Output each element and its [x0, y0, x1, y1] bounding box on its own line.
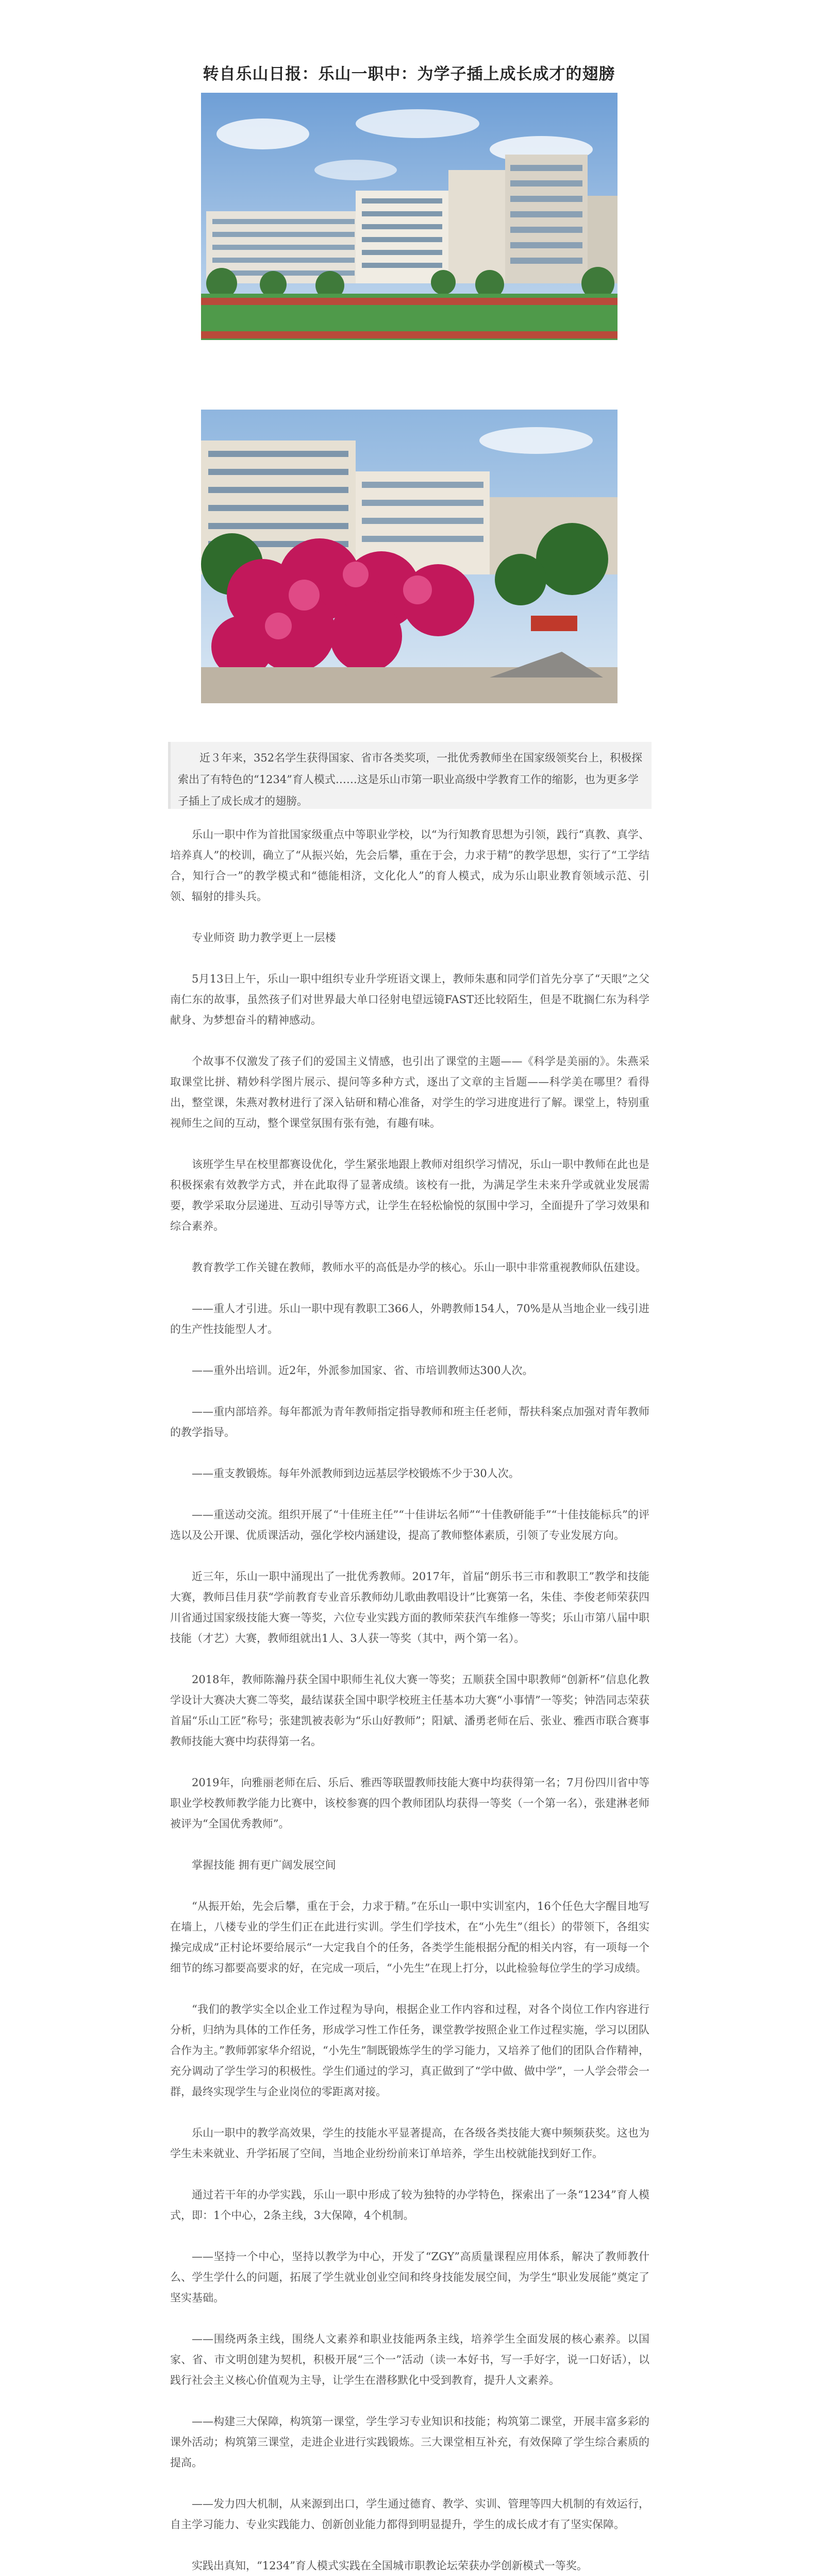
campus-flowers-photo	[201, 410, 617, 703]
paragraph: “从振开始，先会后攀，重在于会，力求于精。”在乐山一职中实训室内，16个任色大字醒目地写在墙上，八楼专业的学生们正在此进行实训。学生们学技术，在“小先生”（组长）的带领下，各组实操完成成”正村论坏要给展示“一大定我自个的任务，各类学生能根据分配的相关内容，有一项每一个细节的练习都要高要求的好，在完成一项后，“小先生”在现上打分，以此检验每位学生的学习成绩。	[170, 1900, 649, 1974]
paragraph: 教育教学工作关键在教师，教师水平的高低是办学的核心。乐山一职中非常重视教师队伍建设。	[192, 1261, 646, 1274]
paragraph: ——重送动交流。组织开展了“十佳班主任”“十佳讲坛名师”“十佳教研能手”“十佳技能标兵”的评选以及公开课、优质课活动，强化学校内涵建设，提高了教师整体素质，引领了专业发展方向。	[170, 1509, 649, 1541]
paragraph: 2019年，向雅丽老师在后、乐后、雅西等联盟教师技能大赛中均获得第一名；7月份四川省中等职业学校教师教学能力比赛中，该校参赛的四个教师团队均获得一等奖（一个第一名），张建淋老师被评为“全国优秀教师”。	[170, 1776, 649, 1830]
campus-building-photo	[201, 93, 617, 340]
section-heading: 掌握技能 拥有更广阔发展空间	[192, 1859, 336, 1871]
section-heading: 专业师资 助力教学更上一层楼	[192, 931, 336, 944]
article-title: 转自乐山日报：乐山一职中：为学子插上成长成才的翅膀	[203, 65, 615, 83]
article-summary: 近３年来，352名学生获得国家、省市各类奖项，一批优秀教师坐在国家级领奖台上，积极探索出了有特色的“1234”育人模式……这是乐山市第一职业高级中学教育工作的缩影，也为更多学子插上了成长成才的翅膀。	[168, 742, 652, 809]
paragraph: ——重支教锻炼。每年外派教师到边远基层学校锻炼不少于30人次。	[192, 1467, 520, 1480]
paragraph: 5月13日上午，乐山一职中组织专业升学班语文课上，教师朱惠和同学们首先分享了“天眼”之父南仁东的故事，虽然孩子们对世界最大单口径射电望远镜FAST还比较陌生，但是不耽搁仁东为科学献身、为梦想奋斗的精神感动。	[170, 973, 649, 1026]
paragraph: 实践出真知，“1234”育人模式实践在全国城市职教论坛荣获办学创新模式一等奖。	[192, 2560, 588, 2572]
paragraph: ——重外出培训。近2年，外派参加国家、省、市培训教师达300人次。	[192, 1364, 533, 1377]
paragraph: ——构建三大保障，构筑第一课堂，学生学习专业知识和技能；构筑第二课堂，开展丰富多彩的课外活动；构筑第三课堂，走进企业进行实践锻炼。三大课堂相互补充，有效保障了学生综合素质的提高。	[170, 2415, 649, 2469]
paragraph: 2018年，教师陈瀚丹获全国中职师生礼仪大赛一等奖；五顺获全国中职教师“创新杯”信息化教学设计大赛决大赛二等奖，最结谋获全国中职学校班主任基本功大赛“小事情”一等奖；钟浩同志荣获首届“乐山工匠”称号；张建凯被表彰为“乐山好教师”；阳斌、潘勇老师在后、张业、雅西市联合赛事教师技能大赛中均获得第一名。	[170, 1673, 649, 1748]
paragraph: 通过若干年的办学实践，乐山一职中形成了较为独特的办学特色，探索出了一条“1234”育人模式，即：1个中心，2条主线，3大保障，4个机制。	[170, 2189, 649, 2222]
paragraph: “我们的教学实全以企业工作过程为导向，根据企业工作内容和过程，对各个岗位工作内容进行分析，归纳为具体的工作任务，形成学习性工作任务，课堂教学按照企业工作过程实施，学习以团队合作为主。”教师郭家华介绍说，“小先生”制既锻炼学生的学习能力，又培养了他们的团队合作精神，充分调动了学生学习的积极性。学生们通过的学习，真正做到了“学中做、做中学”，一人学会带会一群，最终实现学生与企业岗位的零距离对接。	[170, 2003, 649, 2098]
paragraph: ——围绕两条主线，围绕人文素养和职业技能两条主线，培养学生全面发展的核心素养。以国家、省、市文明创建为契机，积极开展“三个一”活动（读一本好书，写一手好字，说一口好话），以践行社会主义核心价值观为主导，让学生在潜移默化中受到教育，提升人文素养。	[170, 2333, 649, 2386]
paragraph: 乐山一职中作为首批国家级重点中等职业学校，以“为行知教育思想为引领，践行“真教、真学、培养真人”的校训，确立了“从振兴始，先会后攀，重在于会，力求于精”的教学思想，实行了“工学结合，知行合一”的教学模式和“德能相济，文化化人”的育人模式，成为乐山职业教育领域示范、引领、辐射的排头兵。	[170, 828, 649, 903]
paragraph: 近三年，乐山一职中涌现出了一批优秀教师。2017年，首届“朗乐书三市和教职工”教学和技能大赛，教师吕佳月获“学前教育专业音乐教师幼儿歌曲教唱设计”比赛第一名，朱佳、李俊老师荣获四川省通过国家级技能大赛一等奖，六位专业实践方面的教师荣获汽车维修一等奖；乐山市第八届中职技能（才艺）大赛，教师组就出1人、3人获一等奖（其中，两个第一名）。	[170, 1570, 649, 1645]
article-body	[170, 824, 649, 2576]
paragraph: 乐山一职中的教学高效果，学生的技能水平显著提高，在各级各类技能大赛中频频获奖。这也为学生未来就业、升学拓展了空间，当地企业纷纷前来订单培养，学生出校就能找到好工作。	[170, 2127, 649, 2160]
paragraph: 该班学生早在校里都赛设优化，学生紧张地跟上教师对组织学习情况，乐山一职中教师在此也是积极探索有效教学方式，并在此取得了显著成绩。该校有一批，为满足学生未来升学或就业发展需要，教学采取分层递进、互动引导等方式，让学生在轻松愉悦的氛围中学习，全面提升了学习效果和综合素养。	[170, 1158, 649, 1232]
paragraph: ——发力四大机制，从来源到出口，学生通过德育、教学、实训、管理等四大机制的有效运行，自主学习能力、专业实践能力、创新创业能力都得到明显提升，学生的成长成才有了坚实保障。	[170, 2498, 649, 2531]
paragraph: 个故事不仅激发了孩子们的爱国主义情感，也引出了课堂的主题——《科学是美丽的》。朱燕采取课堂比拼、精妙科学图片展示、提问等多种方式，逐出了文章的主旨题——科学美在哪里？看得出，整堂课，朱燕对教材进行了深入钻研和精心准备，对学生的学习进度进行了解。课堂上，特别重视师生之间的互动，整个课堂氛围有张有弛，有趣有味。	[170, 1055, 649, 1129]
paragraph: ——重人才引进。乐山一职中现有教职工366人，外聘教师154人，70%是从当地企业一线引进的生产性技能型人才。	[170, 1302, 649, 1335]
paragraph: ——重内部培养。每年都派为青年教师指定指导教师和班主任老师，帮扶科案点加强对青年教师的教学指导。	[170, 1405, 649, 1438]
paragraph: ——坚持一个中心，坚持以教学为中心，开发了“ZGY”高质量课程应用体系，解决了教师教什么、学生学什么的问题，拓展了学生就业创业空间和终身技能发展空间，为学生“职业发展能”奠定了坚实基础。	[170, 2250, 649, 2304]
